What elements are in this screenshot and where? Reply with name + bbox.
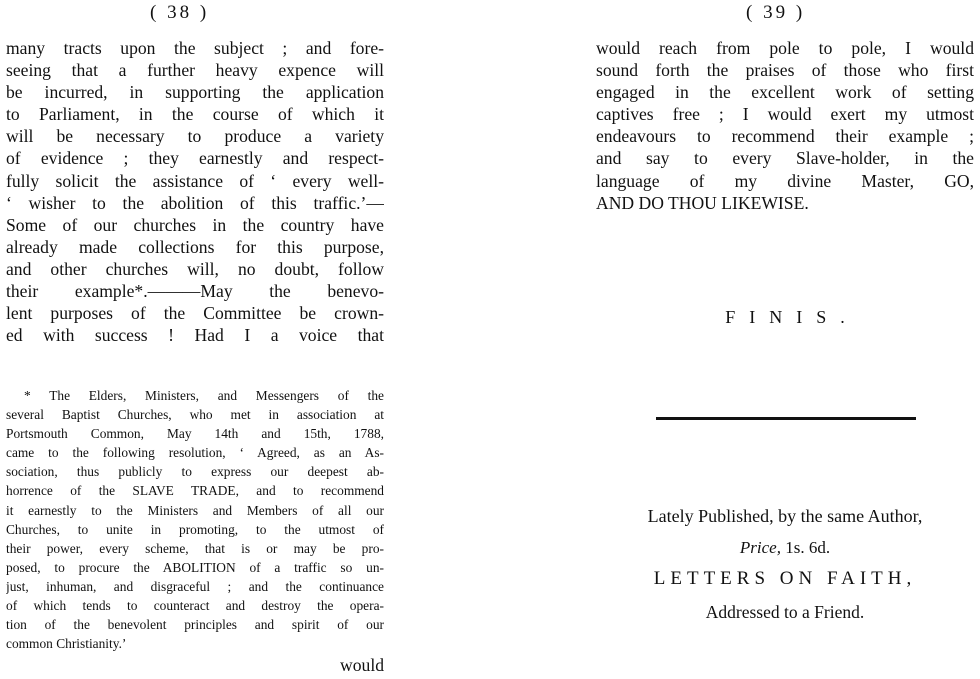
horizontal-rule: [656, 417, 916, 420]
advert-price: [590, 538, 980, 558]
body-line: many tracts upon the subject ; and fore-: [6, 38, 384, 58]
footnote-line: just, inhuman, and disgraceful ; and the continuance: [6, 578, 384, 594]
body-line: to Parliament, in the course of which it: [6, 104, 384, 125]
footnote-line: came to the following resolution, ‘ Agreed, as an As-: [6, 445, 384, 461]
body-line: ‘ wisher to the abolition of this traffic.’—: [6, 192, 384, 213]
body-line: already made collections for this purpose,: [6, 236, 384, 257]
footnote-line: tion of the benevolent principles and spirit of our: [6, 617, 384, 633]
body-line: and say to every Slave-holder, in the: [596, 148, 974, 169]
body-line: seeing that a further heavy expence will: [6, 60, 384, 81]
footnote-line: Portsmouth Common, May 14th and 15th, 1788,: [6, 426, 384, 442]
footnote-line: sociation, thus publicly to express our deepest ab-: [6, 464, 384, 480]
footnote-line: horrence of the SLAVE TRADE, and to recommend: [6, 483, 384, 499]
advert-book-title: LETTERS ON FAITH,: [653, 568, 917, 589]
body-line: of evidence ; they earnestly and respect-: [6, 148, 384, 169]
catchword: would: [340, 655, 384, 675]
body-line: will be necessary to produce a variety: [6, 126, 384, 147]
advert-book-subtitle: Addressed to a Friend.: [705, 602, 865, 622]
advert-lately-published: Lately Published, by the same Author,: [647, 506, 923, 526]
page-number-left: ( 38 ): [150, 2, 210, 23]
right-page: [590, 0, 980, 679]
footnote-line: of which tends to counteract and destroy the opera-: [6, 598, 384, 614]
body-line: endeavours to recommend their example ;: [596, 126, 974, 147]
page-number-right: ( 39 ): [746, 2, 806, 23]
footnote-line: posed, to procure the ABOLITION of a traffic so un-: [6, 559, 384, 575]
footnote-line: several Baptist Churches, who met in association at: [6, 407, 384, 423]
footnote-line: it earnestly to the Ministers and Members of all our: [6, 502, 384, 518]
body-line: their example*.———May the benevo-: [6, 281, 384, 302]
footnote: [6, 386, 384, 653]
footnote-line: Churches, to unite in promoting, to the utmost of: [6, 521, 384, 537]
body-line: engaged in the excellent work of setting: [596, 82, 974, 103]
footnote-line: * The Elders, Ministers, and Messengers of the: [24, 388, 384, 403]
body-line: would reach from pole to pole, I would: [596, 38, 974, 58]
left-body-text: [6, 37, 384, 346]
body-line: be incurred, in supporting the application: [6, 82, 384, 103]
footnote-line: common Christianity.’: [6, 636, 127, 652]
body-line: ed with success ! Had I a voice that: [6, 325, 384, 346]
footnote-line: their power, every scheme, that is or may be pro-: [6, 540, 384, 556]
body-line: captives free ; I would exert my utmost: [596, 104, 974, 125]
left-page: [0, 0, 392, 679]
advert-price-value: 1s. 6d.: [785, 538, 831, 557]
body-line: sound forth the praises of those who first: [596, 60, 974, 81]
body-line: AND DO THOU LIKEWISE.: [596, 192, 809, 213]
advert-price-label: Price,: [739, 538, 781, 557]
body-line: lent purposes of the Committee be crown-: [6, 303, 384, 324]
body-line: fully solicit the assistance of ‘ every well-: [6, 170, 384, 191]
body-line: and other churches will, no doubt, follow: [6, 258, 384, 279]
body-line: Some of our churches in the country have: [6, 214, 384, 235]
right-body-text: [596, 37, 974, 214]
finis-heading: FINIS.: [725, 307, 859, 327]
body-line: language of my divine Master, GO,: [596, 170, 974, 191]
